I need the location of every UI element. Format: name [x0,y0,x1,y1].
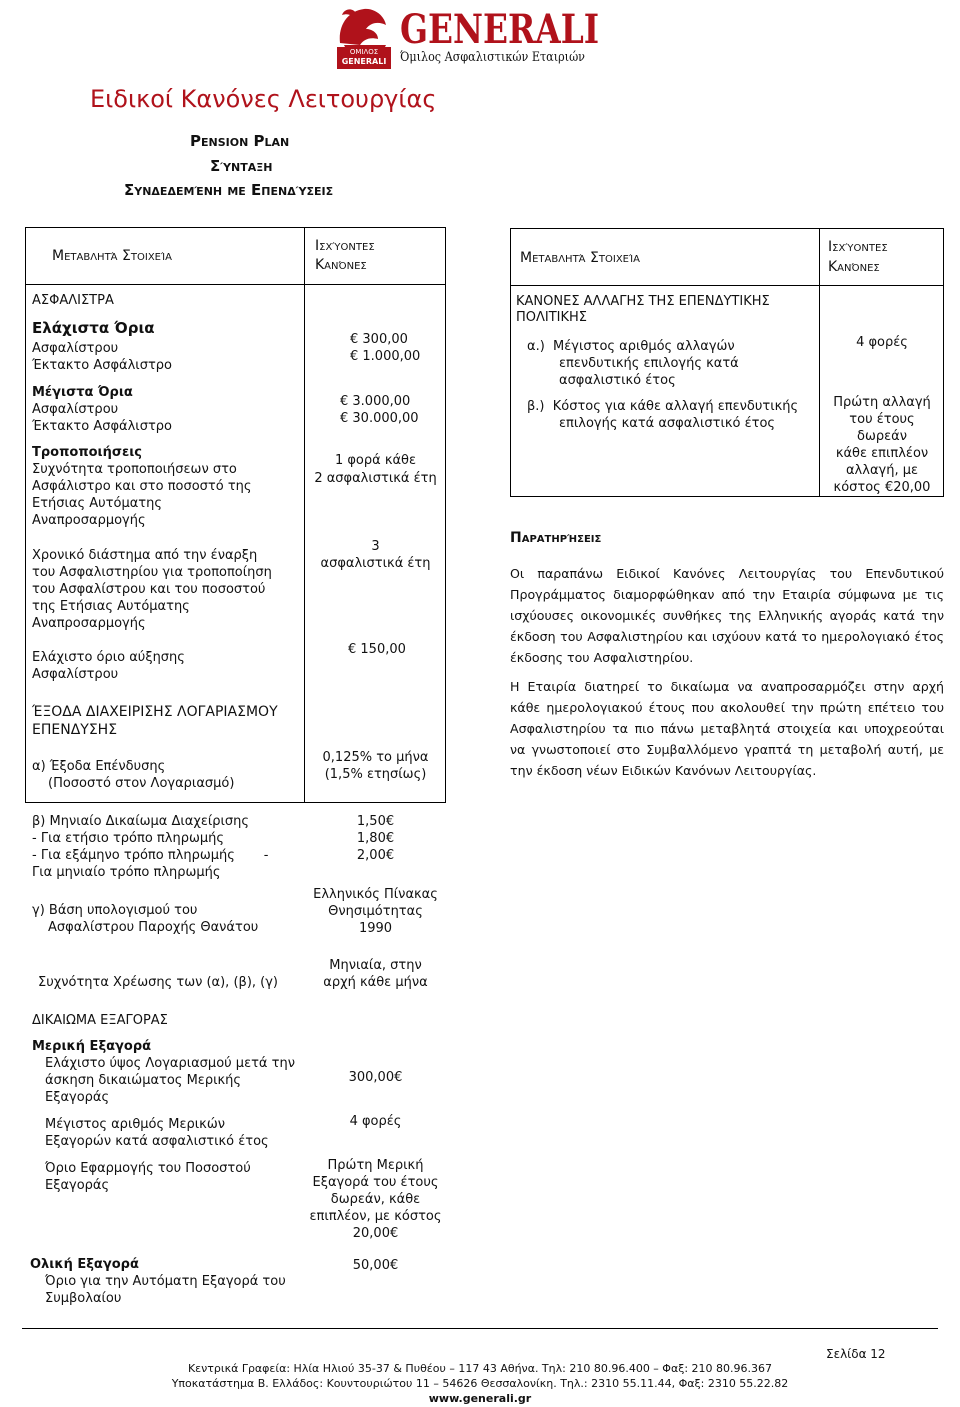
footer-rule [22,1328,938,1329]
total-surrender-text-1: Όριο για την Αυτόματη Εξαγορά του [45,1274,286,1289]
fee-b-text-1: β) Μηνιαίο Δικαίωμα Διαχείρισης [32,814,250,829]
max-premium-label: Ασφαλίστρου [32,402,119,417]
fees-title-2: ΕΠΕΝΔΥΣΗΣ [32,722,118,738]
fee-b-value-3: 2,00€ [356,848,395,863]
partial-2-value: 4 φορές [349,1114,402,1129]
plan-type: Σύνταξη [210,157,273,175]
fee-c-value-2: Θνησιμότητας [328,904,423,919]
fee-b-value-2: 1,80€ [356,831,395,846]
brand-name: GENERALI [400,6,600,53]
interval-text-2: του Ασφαλιστηρίου για τροποποίηση [32,565,272,580]
switch-b-value-6: κόστος €20,00 [833,480,931,495]
left-table-divider [304,227,305,803]
partial-3-value-3: δωρεάν, κάθε [330,1192,421,1207]
max-premium-value: € 3.000,00 [340,394,411,409]
switch-b-value-4: κάθε επιπλέον [835,446,929,461]
partial-3-value-1: Πρώτη Μερική [327,1158,424,1173]
right-header-rules-2: Κανόνες [828,259,880,275]
partial-1-text-3: Εξαγοράς [45,1090,110,1105]
partial-1-value: 300,00€ [348,1070,403,1085]
footer-website-link[interactable]: www.generali.gr [428,1392,532,1405]
interval-text-5: Αναπροσαρμογής [32,616,146,631]
switch-rules-title-1: ΚΑΝΟΝΕΣ ΑΛΛΑΓΗΣ ΤΗΣ ΕΠΕΝΔΥΤΙΚΗΣ [516,294,770,309]
section-premiums: ΑΣΦΑΛΙΣΤΡΑ [32,293,114,308]
fee-a-text-2: (Ποσοστό στον Λογαριασμό) [48,776,235,791]
seal-text-top: ΟΜΙΛΟΣ [349,48,379,56]
max-limits-title: Μέγιστα Όρια [32,385,133,400]
partial-3-value-2: Εξαγορά του έτους [312,1175,439,1190]
partial-surrender-title: Μερική Εξαγορά [32,1039,152,1054]
fee-c-value-1: Ελληνικός Πίνακας [313,887,438,902]
partial-2-text-2: Εξαγορών κατά ασφαλιστικό έτος [45,1134,269,1149]
brand-tagline: Όμιλος Ασφαλιστικών Εταιριών [400,50,585,65]
switch-b-text-2: επιλογής κατά ασφαλιστικό έτος [559,416,776,431]
fees-title-1: ΈΞΟΔΑ ΔΙΑΧΕΙΡΙΣΗΣ ΛΟΓΑΡΙΑΣΜΟΥ [32,704,278,720]
notes-paragraph-1: Οι παραπάνω Ειδικοί Κανόνες Λειτουργίας του Επενδυτικού Προγράμματος διαμορφώθηκαν από την Εταιρία σύμφωνα με τις ισχύουσες οικονομικές συνθήκες της Ελληνικής αγοράς κατά την έκδοση του Ασφαλιστηρίου και ισχύουν κατά το ημερολογιακό έτος έκδοσης του Ασφαλιστηρίου. [510,566,944,665]
fee-c-text-1: γ) Βάση υπολογισμού του [32,903,198,918]
min-extra-label: Έκτακτο Ασφάλιστρο [32,358,172,373]
right-header-rules-1: Ισχύοντες [828,239,888,255]
modifications-text-3: Ετήσιας Αυτόματης [32,496,162,511]
page-number: Σελίδα 12 [826,1347,886,1361]
switch-a-value: 4 φορές [856,335,908,350]
left-header-variables: Μεταβλητά Στοιχεία [52,248,172,264]
fee-c-value-3: 1990 [358,921,393,936]
partial-2-text-1: Μέγιστος αριθμός Μερικών [45,1117,225,1132]
interval-text-1: Χρονικό διάστημα από την έναρξη [32,548,258,563]
notes-paragraph-2: Η Εταιρία διατηρεί το δικαίωμα να αναπροσαρμόζει στην αρχή κάθε ημερολογιακού έτους που ακολουθεί την πρώτη επέτειο του Ασφαλιστηρίου τα πιο πάνω μεταβλητά στοιχεία και υποχρεούται να γνωστοποιεί στο Συμβαλλόμενο γραπτά τη μεταβολή αυτή, με την έκδοση νέων Ειδικών Κανόνων Λειτουργίας. [510,679,944,778]
modifications-text-1: Συχνότητα τροποποιήσεων στο [32,462,237,477]
modifications-text-4: Αναπροσαρμογής [32,513,146,528]
total-surrender-text-2: Συμβολαίου [45,1291,122,1306]
switch-a-text-1: α.) Μέγιστος αριθμός αλλαγών [527,339,735,354]
switch-a-text-2: επενδυτικής επιλογής κατά [559,356,739,371]
switch-b-value-5: αλλαγή, με [845,463,919,478]
switch-b-text-1: β.) Κόστος για κάθε αλλαγή επενδυτικής [527,399,799,414]
fee-b-text-3: - Για εξάμηνο τρόπο πληρωμής - [32,848,269,863]
right-header-variables: Μεταβλητά Στοιχεία [520,250,640,266]
max-extra-label: Έκτακτο Ασφάλιστρο [32,419,172,434]
total-surrender-title: Ολική Εξαγορά [30,1257,139,1272]
total-surrender-value: 50,00€ [352,1258,399,1273]
min-increase-text-2: Ασφαλίστρου [32,667,119,682]
interval-text-4: της Ετήσιας Αυτόματης [32,599,190,614]
modifications-value-1: 1 φορά κάθε [334,453,417,468]
left-header-rules-1: Ισχύοντες [315,238,375,254]
interval-value-2: ασφαλιστικά έτη [320,556,431,571]
plan-name: Pension Plan [190,132,290,150]
plan-subtitle: Συνδεδεμένη με Επενδύσεις [124,181,334,199]
partial-3-value-5: 20,00€ [352,1226,399,1241]
charge-frequency-value-2: αρχή κάθε μήνα [323,975,428,990]
switch-a-text-3: ασφαλιστικό έτος [559,373,676,388]
fee-a-value-2: (1,5% ετησίως) [324,767,427,782]
min-increase-text-1: Ελάχιστο όριο αύξησης [32,650,185,665]
modifications-value-2: 2 ασφαλιστικά έτη [314,471,437,486]
partial-3-value-4: επιπλέον, με κόστος [309,1209,442,1224]
switch-b-value-1: Πρώτη αλλαγή [833,395,931,410]
fee-c-text-2: Ασφαλίστρου Παροχής Θανάτου [48,920,259,935]
partial-1-text-1: Ελάχιστο ύψος Λογαριασμού μετά την [45,1056,295,1071]
partial-3-text-2: Εξαγοράς [45,1178,110,1193]
charge-frequency-text: Συχνότητα Χρέωσης των (α), (β), (γ) [38,975,278,990]
charge-frequency-value-1: Μηνιαία, στην [329,958,422,973]
company-logo [334,3,394,69]
switch-b-value-3: δωρεάν [857,429,907,444]
interval-text-3: του Ασφαλίστρου και του ποσοστού [32,582,266,597]
modifications-title: Τροποποιήσεις [32,445,142,460]
seal-text-bottom: GENERALI [341,57,387,66]
notes-title: Παρατηρήσεις [510,530,602,546]
fee-b-text-2: - Για ετήσιο τρόπο πληρωμής [32,831,224,846]
fee-b-value-1: 1,50€ [356,814,395,829]
partial-1-text-2: άσκηση δικαιώματος Μερικής [45,1073,241,1088]
min-limits-title: Ελάχιστα Όρια [32,319,155,337]
interval-value-1: 3 [371,539,380,554]
max-extra-value: € 30.000,00 [340,411,419,426]
min-extra-value: € 1.000,00 [350,349,421,364]
switch-b-value-2: του έτους [849,412,915,427]
switch-rules-title-2: ΠΟΛΙΤΙΚΗΣ [516,310,588,325]
fee-b-text-4: Για μηνιαίο τρόπο πληρωμής [32,865,221,880]
partial-3-text-1: Όριο Εφαρμογής του Ποσοστού [45,1161,251,1176]
page-title: Ειδικοί Κανόνες Λειτουργίας [90,85,437,113]
min-premium-label: Ασφαλίστρου [32,341,119,356]
modifications-text-2: Ασφάλιστρο και στο ποσοστό της [32,479,252,494]
footer-branch-office: Υποκατάστημα Β. Ελλάδος: Κουντουριώτου 11 – 54626 Θεσσαλονίκη. Τηλ.: 2310 55.11.44, Φαξ: 2310 55.22.82 [171,1377,789,1390]
surrender-title: ΔΙΚΑΙΩΜΑ ΕΞΑΓΟΡΑΣ [32,1013,168,1028]
min-increase-value: € 150,00 [348,642,406,657]
footer-head-office: Κεντρικά Γραφεία: Ηλία Ηλιού 35-37 & Πυθέου – 117 43 Αθήνα. Τηλ: 210 80.96.400 – Φαξ: 210 80.96.367 [187,1362,773,1375]
left-header-rules-2: Κανόνες [315,257,367,273]
fee-a-text-1: α) Έξοδα Επένδυσης [32,759,166,774]
min-premium-value: € 300,00 [350,332,408,347]
fee-a-value-1: 0,125% το μήνα [322,750,429,765]
